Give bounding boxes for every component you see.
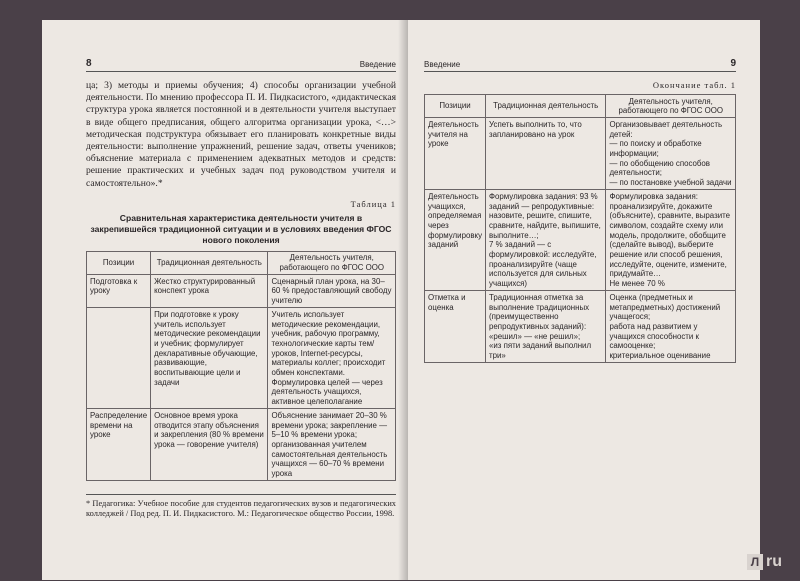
right-page	[408, 20, 760, 580]
header-fgos: Деятельность учителя, работающего по ФГОС ООО	[268, 251, 396, 274]
table-row	[425, 190, 736, 291]
cell-position: Отметка и оценка	[425, 291, 486, 363]
table-row	[87, 275, 396, 308]
table-row	[425, 291, 736, 363]
table-row	[87, 308, 396, 409]
header-positions: Позиции	[87, 251, 151, 274]
cell-line: Успеть выполнить то, что запланировано на урок	[489, 119, 582, 139]
footnote: * Педагогика: Учебное пособие для студентов педагогических вузов и педагогических колледжей / Под ред. П. И. Пидкасистого. М.: Педагогическое общество России, 1998.	[86, 494, 396, 520]
cell-line: «решил» — «не решил»;	[489, 331, 581, 341]
cell-fgos	[606, 190, 736, 291]
cell-position: Деятельность учителя на уроке	[425, 118, 486, 190]
table-header-row	[87, 251, 396, 274]
site-watermark	[747, 553, 782, 571]
cell-line: Оценка (предметных и метапредметных) достижений учащегося;	[609, 292, 721, 322]
left-table-label: Таблица 1	[350, 198, 396, 209]
right-page-number: 9	[730, 58, 736, 69]
left-table-title: Сравнительная характеристика деятельности учителя в закрепившейся традиционной ситуации и в условиях введения ФГОС нового поколения	[90, 212, 392, 245]
watermark-text: ru	[766, 553, 782, 570]
header-fgos: Деятельность учителя, работающего по ФГОС ООО	[606, 95, 736, 118]
cell-fgos	[606, 291, 736, 363]
left-page	[42, 20, 408, 580]
cell-fgos: Объяснение занимает 20–30 % времени урока; закрепление — 5–10 % времени урока; организованная учителем самостоятельная деятельность учащихся — 60–70 % времени урока	[268, 409, 396, 481]
cell-traditional: Жестко структурированный конспект урока	[151, 275, 268, 308]
left-page-number: 8	[86, 58, 92, 69]
cell-position	[87, 308, 151, 409]
watermark-logo: Л	[747, 554, 763, 570]
cell-line: «из пяти заданий выполнил три»	[489, 341, 592, 361]
header-traditional: Традиционная деятельность	[151, 251, 268, 274]
cell-line: Формулировка задания: проанализируйте, докажите (объясните), сравните, выразите символом, создайте схему или модель, продолжите, обобщите (сделайте вывод), выберите решение или способ решения, исследуйте, оцените, измените, придумайте…	[609, 191, 731, 279]
right-page-header	[424, 58, 736, 72]
right-comparison-table	[424, 94, 736, 363]
cell-line: Традиционная отметка за выполнение традиционных (преимущественно репродуктивных заданий):	[489, 292, 590, 331]
cell-line: — по поиску и обработке информации;	[609, 139, 702, 159]
cell-line: Не менее 70 %	[609, 279, 665, 289]
header-positions: Позиции	[425, 95, 486, 118]
cell-traditional	[486, 118, 606, 190]
cell-line: — по обобщению способов деятельности;	[609, 158, 711, 178]
left-page-header	[86, 58, 396, 72]
left-comparison-table	[86, 251, 396, 481]
cell-traditional	[486, 291, 606, 363]
left-running-head: Введение	[359, 60, 396, 69]
cell-line: критериальное оценивание	[609, 351, 711, 361]
cell-traditional	[486, 190, 606, 291]
cell-traditional: Основное время урока отводится этапу объяснения и закрепления (80 % времени урока — говорение учителя)	[151, 409, 268, 481]
cell-traditional: При подготовке к уроку учитель использует методические рекомендации и учебник; формулирует декларативные обучающие, развивающие, воспитывающие цели и задачи	[151, 308, 268, 409]
cell-fgos: Учитель использует методические рекомендации, учебник, рабочую программу, технологические карты тем/уроков, Internet-ресурсы, материалы коллег; происходит обмен конспектами. Формулировка целей — через деятельность учащихся, активное целеполагание	[268, 308, 396, 409]
cell-fgos	[606, 118, 736, 190]
cell-position: Деятельность учащихся, определяемая через формулировку заданий	[425, 190, 486, 291]
header-traditional: Традиционная деятельность	[486, 95, 606, 118]
table-row	[87, 409, 396, 481]
left-body-paragraph: ца; 3) методы и приемы обучения; 4) способы организации учебной деятельности. По мнению профессора П. И. Пидкасистого, «дидактическая структура урока является постоянной и в деятельности учителя выступает в виде общего предписания, общего алгоритма организации урока, <…> методическая подструктура обязывает его планировать конкретные виды деятельности: выполнение упражнений, решение задач, ответы учеников; объяснение материала с применением адекватных методов и средств: решение практических и учебных задач под руководством учителя и самостоятельно».*	[86, 80, 396, 189]
cell-position: Подготовка к уроку	[87, 275, 151, 308]
cell-line: Организовывает деятельность детей:	[609, 119, 723, 139]
cell-line: 7 % заданий — с формулировкой: исследуйте, проанализируйте (чаще используется для сильных учащихся)	[489, 240, 597, 289]
cell-line: работа над развитием у учащихся способности к самооценке;	[609, 321, 699, 351]
right-table-label: Окончание табл. 1	[652, 80, 736, 90]
right-running-head: Введение	[424, 60, 461, 69]
cell-fgos: Сценарный план урока, на 30–60 % предоставляющий свободу учителю	[268, 275, 396, 308]
table-row	[425, 118, 736, 190]
cell-line: Формулировка задания: 93 % заданий — репродуктивные: назовите, решите, спишите, сравните, найдите, выпишите, выполните…;	[489, 191, 601, 240]
table-header-row	[425, 95, 736, 118]
cell-line: — по постановке учебной задачи	[609, 178, 732, 188]
cell-position: Распределение времени на уроке	[87, 409, 151, 481]
